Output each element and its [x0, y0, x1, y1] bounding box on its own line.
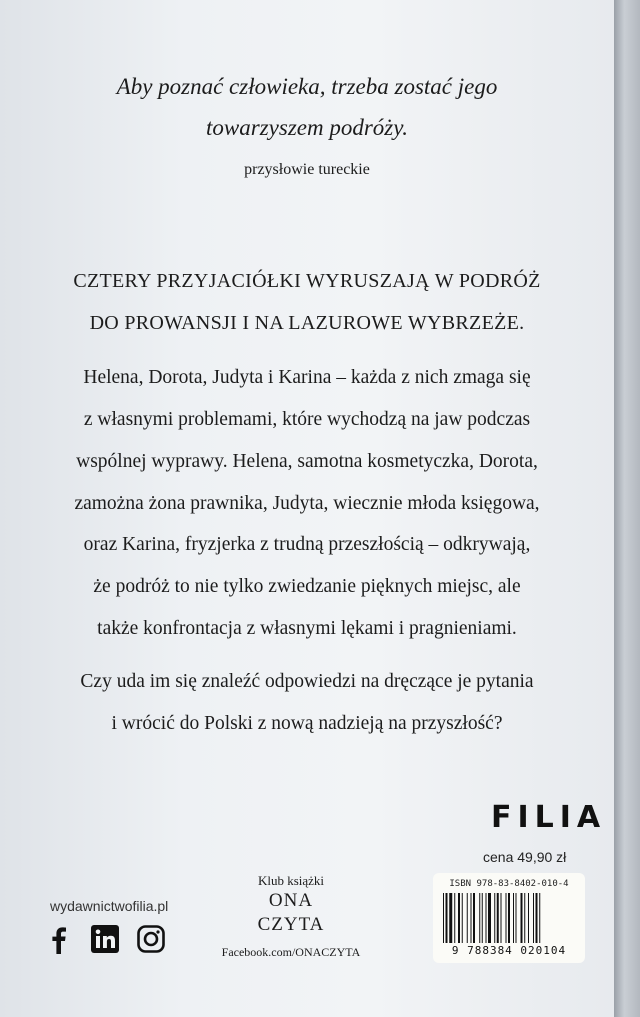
book-club-label: Klub książki	[257, 873, 325, 888]
barcode-sticker	[433, 873, 585, 963]
blurb-line: Helena, Dorota, Judyta i Karina – każda z nich zmaga się	[83, 367, 531, 388]
blurb-question-line: i wrócić do Polski z nową nadzieją na przyszłość?	[111, 713, 503, 734]
social-icons	[44, 924, 166, 954]
blurb-line: że podróż to nie tylko zwiedzanie pięknych miejsc, ale	[93, 576, 521, 597]
blurb-line: także konfrontacja z własnymi lękami i pragnieniami.	[97, 618, 517, 639]
epigraph-line-2: towarzyszem podróży.	[206, 115, 408, 140]
blurb-line: wspólnej wyprawy. Helena, samotna kosmetyczka, Dorota,	[76, 451, 538, 472]
headline-line-1: CZTERY PRZYJACIÓŁKI WYRUSZAJĄ W PODRÓŻ	[73, 270, 541, 292]
publisher-website: wydawnictwofilia.pl	[50, 898, 169, 914]
price-label: cena 49,90 zł	[483, 849, 567, 865]
isbn-number: ISBN 978-83-8402-010-4	[449, 879, 569, 889]
blurb-line: z własnymi problemami, które wychodzą na jaw podczas	[83, 409, 531, 430]
publisher-logo: FILIA	[491, 800, 607, 835]
book-edge	[614, 0, 640, 1017]
ean-number: 9 788384 020104	[451, 944, 567, 957]
book-club-facebook: Facebook.com/ONACZYTA	[221, 945, 361, 959]
epigraph-line-1: Aby poznać człowieka, trzeba zostać jego	[116, 74, 498, 99]
book-club-name: CZYTA	[257, 914, 325, 935]
barcode-icon	[441, 893, 577, 943]
headline-line-2: DO PROWANSJI I NA LAZUROWE WYBRZEŻE.	[89, 312, 525, 334]
facebook-icon	[44, 924, 74, 954]
epigraph-source: przysłowie tureckie	[244, 161, 370, 178]
linkedin-icon	[90, 924, 120, 954]
book-club-name: ONA	[268, 890, 314, 911]
blurb-question-line: Czy uda im się znaleźć odpowiedzi na dręczące je pytania	[80, 671, 534, 692]
blurb-line: zamożna żona prawnika, Judyta, wiecznie młoda księgowa,	[74, 493, 540, 514]
blurb-line: oraz Karina, fryzjerka z trudną przeszłością – odkrywają,	[83, 534, 531, 555]
instagram-icon	[136, 924, 166, 954]
